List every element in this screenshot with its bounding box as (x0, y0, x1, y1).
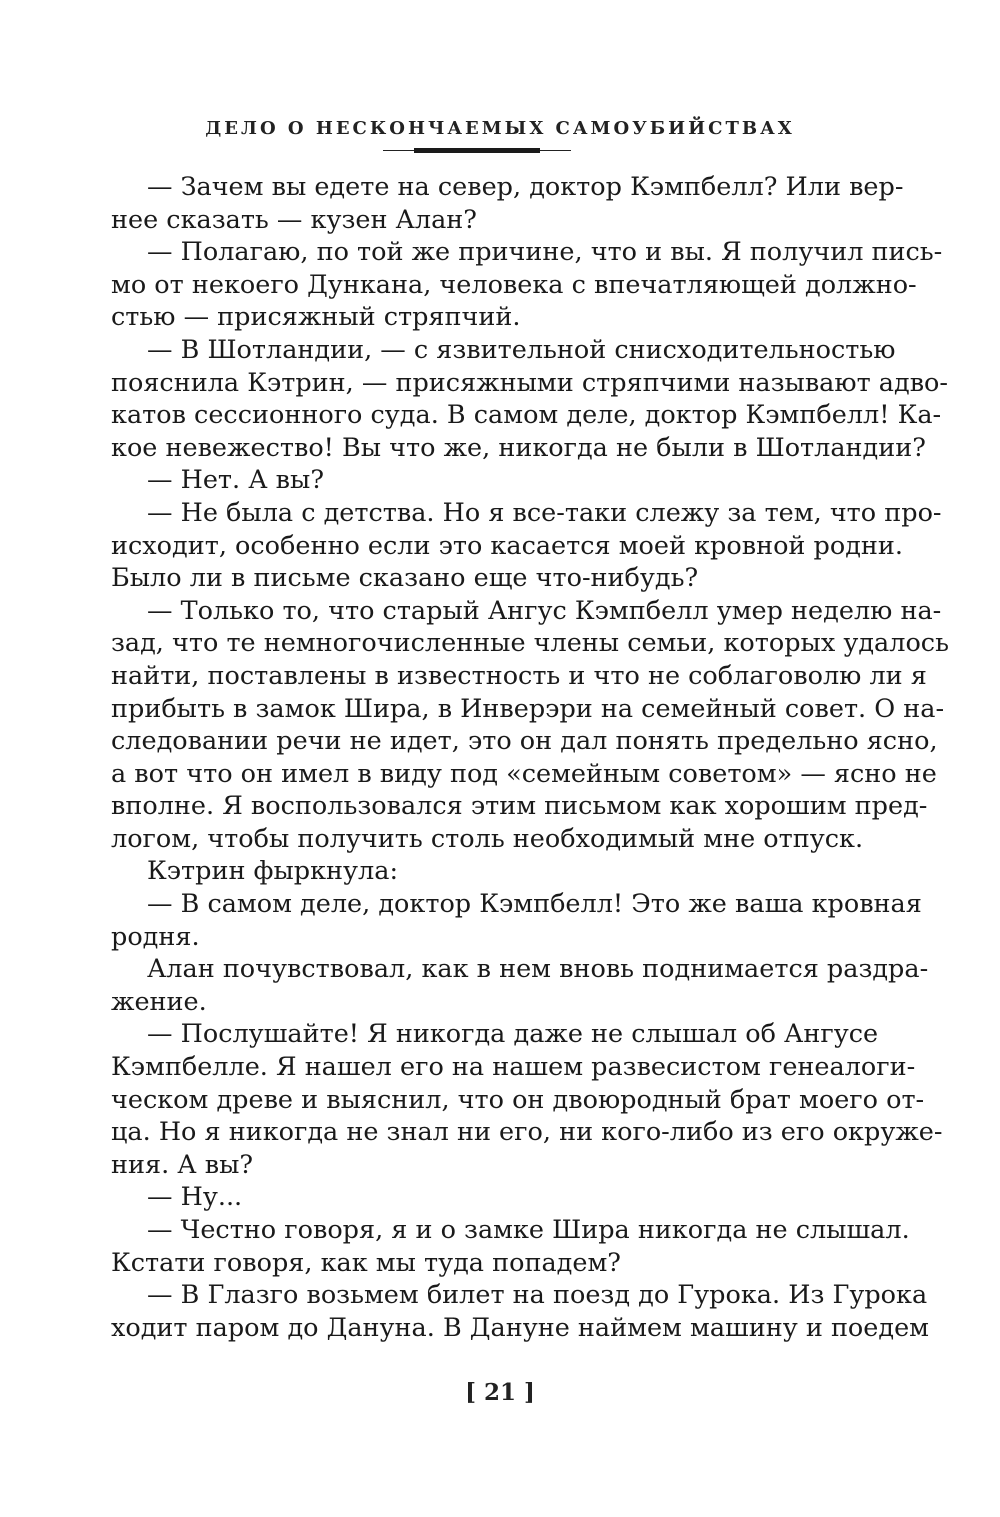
paragraph-first-line: — В Шотландии, — с язвительной снисходительностью (147, 334, 896, 365)
text-line: стью — присяжный стряпчий. (111, 302, 521, 333)
text-line: ца. Но я никогда не знал ни его, ни кого-либо из его окруже- (111, 1117, 943, 1148)
text-line: зад, что те немногочисленные члены семьи, которых удалось (111, 628, 949, 659)
text-line: пояснила Кэтрин, — присяжными стряпчими называют адво- (111, 367, 949, 398)
text-line: прибыть в замок Шира, в Инверэри на семейный совет. О на- (111, 693, 945, 724)
text-line: кое невежество! Вы что же, никогда не были в Шотландии? (111, 432, 926, 463)
text-line: Кстати говоря, как мы туда попадем? (111, 1247, 621, 1278)
text-line: родня. (111, 921, 200, 952)
paragraph-first-line: — Зачем вы едете на север, доктор Кэмпбелл? Или вер- (147, 172, 904, 202)
text-line: а вот что он имел в виду под «семейным советом» — ясно не (111, 758, 937, 789)
text-line: найти, поставлены в известность и что не соблаговолю ли я (111, 660, 927, 691)
paragraph-first-line: — Только то, что старый Ангус Кэмпбелл умер неделю на- (147, 595, 942, 626)
paragraph-first-line: — Не была с детства. Но я все-таки слежу за тем, что про- (147, 497, 942, 528)
text-line: нее сказать — кузен Алан? (111, 204, 477, 235)
text-line: ния. А вы? (111, 1149, 254, 1180)
paragraph-first-line: — Послушайте! Я никогда даже не слышал об Ангусе (147, 1019, 879, 1050)
paragraph-first-line: Алан почувствовал, как в нем вновь поднимается раздра- (147, 954, 929, 985)
text-line: Кэмпбелле. Я нашел его на нашем развесистом генеалоги- (111, 1052, 916, 1083)
running-head-rule-bar (414, 148, 540, 153)
text-line: логом, чтобы получить столь необходимый мне отпуск. (111, 823, 864, 854)
body-text (111, 171, 949, 1344)
paragraph-first-line: — Честно говоря, я и о замке Шира никогда не слышал. (147, 1215, 910, 1245)
paragraph-first-line: — Полагаю, по той же причине, что и вы. Я получил пись- (147, 237, 943, 268)
text-line: ческом древе и выяснил, что он двоюродный брат моего от- (111, 1084, 925, 1115)
page-number: [ 21 ] (465, 1379, 535, 1406)
paragraph-first-line: — В самом деле, доктор Кэмпбелл! Это же ваша кровная (147, 889, 922, 920)
text-line: исходит, особенно если это касается моей кровной родни. (111, 530, 903, 561)
text-line: мо от некоего Дункана, человека с впечатляющей должно- (111, 269, 917, 300)
paragraph-first-line: Кэтрин фыркнула: (147, 856, 399, 887)
running-head: ДЕЛО О НЕСКОНЧАЕМЫХ САМОУБИЙСТВАХ (205, 118, 795, 139)
text-line: катов сессионного суда. В самом деле, доктор Кэмпбелл! Ка- (111, 400, 942, 431)
text-line: жение. (111, 986, 207, 1017)
paragraph-first-line: — Нет. А вы? (147, 465, 324, 496)
text-line: следовании речи не идет, это он дал понять предельно ясно, (111, 726, 938, 757)
text-line: ходит паром до Дануна. В Дануне наймем машину и поедем (111, 1312, 930, 1343)
text-line: вполне. Я воспользовался этим письмом как хорошим пред- (111, 791, 928, 822)
paragraph-first-line: — Ну... (147, 1182, 243, 1213)
text-line: Было ли в письме сказано еще что-нибудь? (111, 563, 699, 594)
paragraph-first-line: — В Глазго возьмем билет на поезд до Гурока. Из Гурока (147, 1280, 928, 1311)
